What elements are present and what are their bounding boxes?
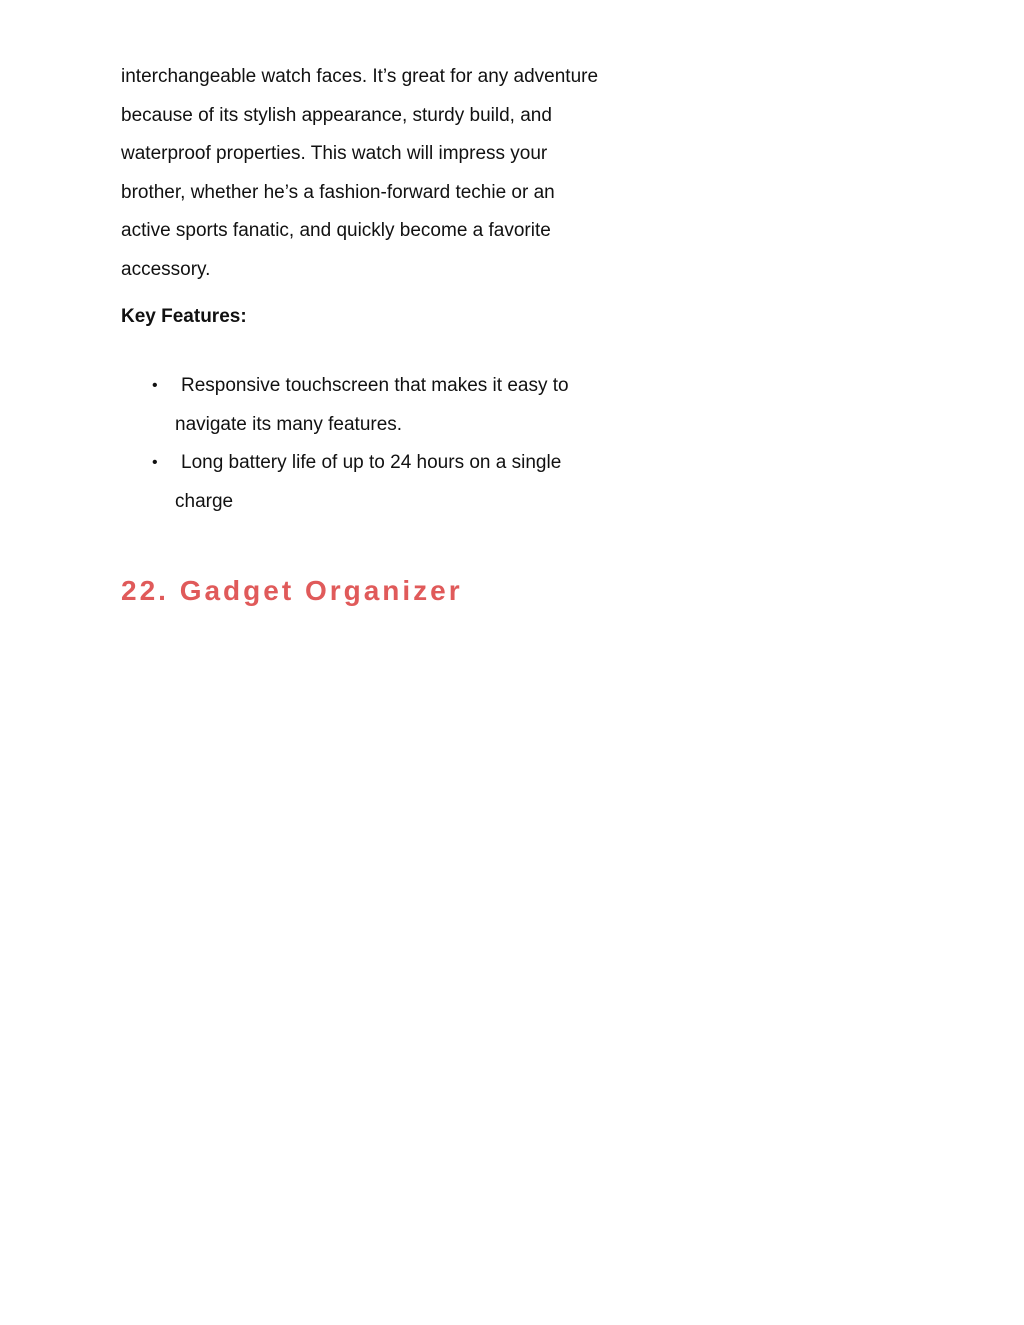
- feature-text-line: navigate its many features.: [175, 413, 403, 435]
- document-page: [121, 58, 641, 611]
- paragraph-line: brother, whether he’s a fashion-forward techie or an: [121, 181, 555, 203]
- bullet-icon: •: [152, 377, 158, 394]
- feature-text-line: charge: [175, 490, 234, 512]
- paragraph-line: because of its stylish appearance, sturdy build, and: [121, 104, 552, 126]
- intro-paragraph: [121, 58, 641, 289]
- key-features-list: [121, 367, 641, 521]
- feature-text-line: Long battery life of up to 24 hours on a single: [181, 452, 562, 473]
- feature-text-line: Responsive touchscreen that makes it easy to: [181, 375, 569, 396]
- key-features-heading: Key Features:: [121, 306, 247, 327]
- bullet-icon: •: [152, 454, 158, 471]
- list-item: [121, 367, 641, 444]
- list-item: [121, 444, 641, 521]
- paragraph-line: interchangeable watch faces. It’s great for any adventure: [121, 66, 599, 87]
- section-heading: 22. Gadget Organizer: [121, 575, 463, 606]
- paragraph-line: active sports fanatic, and quickly become a favorite: [121, 220, 551, 241]
- paragraph-line: accessory.: [121, 258, 211, 280]
- paragraph-line: waterproof properties. This watch will impress your: [121, 143, 548, 164]
